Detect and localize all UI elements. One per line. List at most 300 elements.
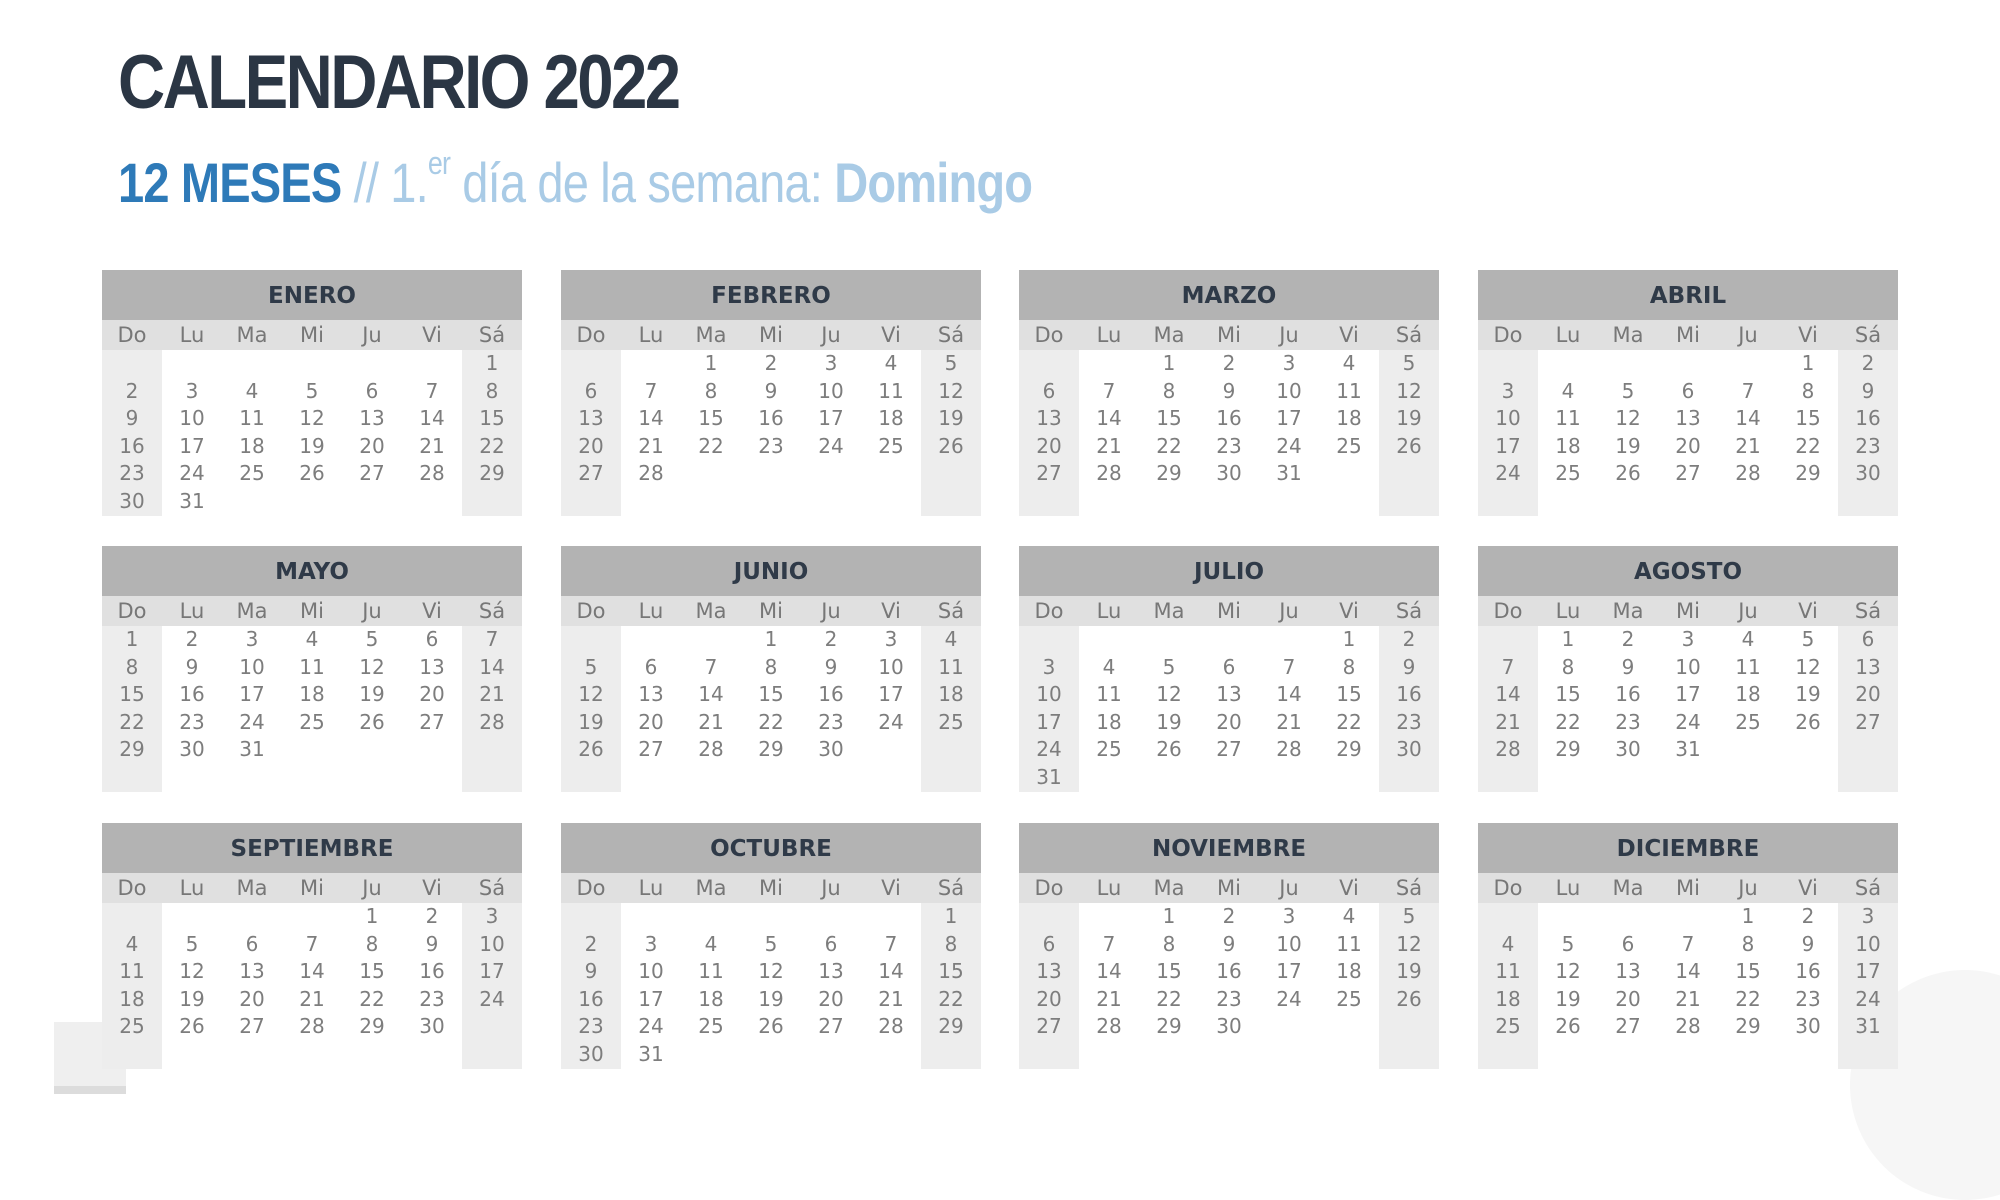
weekday-label: Ma — [1153, 599, 1185, 623]
day-cell: 13 — [1855, 654, 1881, 679]
day-cell: 19 — [179, 986, 205, 1011]
month-days-grid — [1478, 320, 1898, 516]
day-cell: 29 — [1555, 737, 1581, 762]
page-title: CALENDARIO 2022 — [118, 40, 679, 125]
weekday-label: Mi — [1217, 599, 1241, 623]
day-cell: 10 — [1855, 931, 1881, 956]
day-cell: 10 — [1675, 654, 1701, 679]
empty-day-cell — [1079, 488, 1139, 516]
day-cell: 3 — [245, 627, 259, 651]
day-cell: 22 — [698, 433, 724, 458]
day-cell: 23 — [419, 986, 445, 1011]
empty-day-cell — [1259, 1013, 1319, 1041]
weekday-label: Lu — [638, 323, 664, 347]
day-cell: 14 — [419, 406, 445, 431]
weekday-label: Lu — [638, 876, 664, 900]
month-febrero — [561, 270, 981, 516]
day-cell: 17 — [1855, 959, 1881, 984]
empty-day-cell — [1838, 1041, 1898, 1069]
empty-day-cell — [801, 903, 861, 931]
day-cell: 23 — [818, 709, 844, 734]
empty-day-cell — [462, 764, 522, 792]
day-cell: 8 — [1162, 931, 1176, 956]
day-cell: 26 — [578, 737, 604, 762]
empty-day-cell — [741, 460, 801, 488]
day-cell: 7 — [1102, 931, 1116, 956]
day-cell: 1 — [1741, 904, 1755, 928]
day-cell: 13 — [1615, 959, 1641, 984]
day-cell: 5 — [764, 931, 778, 956]
day-cell: 8 — [1741, 931, 1755, 956]
day-cell: 27 — [578, 461, 604, 486]
day-cell: 17 — [239, 682, 265, 707]
day-cell: 19 — [1396, 959, 1422, 984]
day-cell: 25 — [119, 1014, 145, 1039]
day-cell: 25 — [878, 433, 904, 458]
weekday-label: Mi — [300, 323, 324, 347]
day-cell: 6 — [644, 654, 658, 679]
empty-day-cell — [861, 903, 921, 931]
weekday-label: Ju — [362, 323, 382, 347]
month-days-grid — [102, 873, 522, 1069]
day-cell: 4 — [125, 931, 139, 956]
month-name: SEPTIEMBRE — [102, 823, 522, 873]
day-cell: 4 — [1342, 351, 1356, 375]
day-cell: 14 — [878, 959, 904, 984]
day-cell: 23 — [758, 433, 784, 458]
day-cell: 28 — [1495, 737, 1521, 762]
empty-day-cell — [1079, 626, 1139, 654]
empty-day-cell — [1478, 626, 1538, 654]
empty-day-cell — [861, 460, 921, 488]
day-cell: 29 — [1156, 461, 1182, 486]
empty-day-cell — [681, 626, 741, 654]
day-cell: 7 — [884, 931, 898, 956]
day-cell: 31 — [1036, 764, 1062, 789]
empty-day-cell — [1538, 1041, 1598, 1069]
day-cell: 6 — [1222, 654, 1236, 679]
day-cell: 5 — [365, 627, 379, 651]
day-cell: 2 — [584, 931, 598, 956]
empty-day-cell — [462, 1013, 522, 1041]
day-cell: 18 — [1555, 433, 1581, 458]
month-days-grid — [1478, 873, 1898, 1069]
weekday-label: Vi — [1798, 323, 1818, 347]
day-cell: 12 — [938, 378, 964, 403]
day-cell: 9 — [125, 406, 139, 431]
empty-day-cell — [1319, 460, 1379, 488]
subtitle-separator: // — [353, 151, 379, 214]
day-cell: 8 — [1162, 378, 1176, 403]
month-name: MARZO — [1019, 270, 1439, 320]
day-cell: 29 — [119, 737, 145, 762]
empty-day-cell — [282, 350, 342, 378]
empty-day-cell — [1718, 1041, 1778, 1069]
weekday-label: Sá — [1854, 876, 1882, 900]
day-cell: 14 — [1735, 406, 1761, 431]
day-cell: 18 — [119, 986, 145, 1011]
day-cell: 31 — [1855, 1014, 1881, 1039]
day-cell: 28 — [638, 461, 664, 486]
weekday-label: Lu — [1555, 599, 1581, 623]
empty-day-cell — [102, 903, 162, 931]
empty-day-cell — [921, 736, 981, 764]
day-cell: 27 — [1036, 461, 1062, 486]
weekday-label: Ju — [821, 876, 841, 900]
day-cell: 8 — [1561, 654, 1575, 679]
day-cell: 20 — [359, 433, 385, 458]
day-cell: 3 — [1282, 351, 1296, 375]
day-cell: 9 — [824, 654, 838, 679]
weekday-label: Sá — [937, 876, 965, 900]
day-cell: 9 — [584, 959, 598, 984]
empty-day-cell — [1139, 488, 1199, 516]
day-cell: 21 — [299, 986, 325, 1011]
day-cell: 13 — [1036, 959, 1062, 984]
empty-day-cell — [1718, 764, 1778, 792]
page-subtitle — [118, 145, 1033, 218]
empty-day-cell — [1598, 764, 1658, 792]
day-cell: 9 — [1801, 931, 1815, 956]
day-cell: 18 — [1096, 709, 1122, 734]
empty-day-cell — [462, 488, 522, 516]
day-cell: 24 — [1276, 986, 1302, 1011]
empty-day-cell — [1838, 764, 1898, 792]
empty-day-cell — [402, 764, 462, 792]
day-cell: 23 — [1855, 433, 1881, 458]
day-cell: 17 — [878, 682, 904, 707]
empty-day-cell — [1379, 1013, 1439, 1041]
day-cell: 25 — [938, 709, 964, 734]
day-cell: 28 — [1735, 461, 1761, 486]
empty-day-cell — [342, 350, 402, 378]
day-cell: 6 — [1621, 931, 1635, 956]
day-cell: 22 — [1336, 709, 1362, 734]
empty-day-cell — [861, 488, 921, 516]
day-cell: 12 — [1396, 931, 1422, 956]
day-cell: 10 — [239, 654, 265, 679]
day-cell: 23 — [1396, 709, 1422, 734]
empty-day-cell — [741, 488, 801, 516]
weekday-label: Sá — [1854, 599, 1882, 623]
empty-day-cell — [1598, 1041, 1658, 1069]
empty-day-cell — [402, 488, 462, 516]
day-cell: 27 — [818, 1014, 844, 1039]
day-cell: 8 — [1801, 378, 1815, 403]
empty-day-cell — [1019, 350, 1079, 378]
day-cell: 22 — [758, 709, 784, 734]
weekday-label: Mi — [759, 876, 783, 900]
month-name: OCTUBRE — [561, 823, 981, 873]
weekday-label: Vi — [422, 876, 442, 900]
day-cell: 6 — [824, 931, 838, 956]
empty-day-cell — [741, 764, 801, 792]
day-cell: 31 — [638, 1041, 664, 1066]
empty-day-cell — [1319, 1041, 1379, 1069]
subtitle-text: día de la semana: — [462, 151, 822, 214]
weekday-label: Vi — [1339, 876, 1359, 900]
day-cell: 15 — [1336, 682, 1362, 707]
weekday-label: Lu — [179, 323, 205, 347]
empty-day-cell — [162, 350, 222, 378]
day-cell: 1 — [944, 904, 958, 928]
empty-day-cell — [222, 350, 282, 378]
day-cell: 27 — [638, 737, 664, 762]
day-cell: 23 — [119, 461, 145, 486]
day-cell: 5 — [584, 654, 598, 679]
day-cell: 16 — [119, 433, 145, 458]
day-cell: 9 — [1222, 931, 1236, 956]
day-cell: 15 — [1735, 959, 1761, 984]
day-cell: 6 — [1042, 378, 1056, 403]
empty-day-cell — [342, 764, 402, 792]
day-cell: 2 — [1861, 351, 1875, 375]
day-cell: 15 — [119, 682, 145, 707]
day-cell: 2 — [425, 904, 439, 928]
day-cell: 8 — [1342, 654, 1356, 679]
day-cell: 30 — [1396, 737, 1422, 762]
day-cell: 23 — [1216, 433, 1242, 458]
weekday-label: Mi — [759, 599, 783, 623]
empty-day-cell — [561, 350, 621, 378]
day-cell: 5 — [1402, 904, 1416, 928]
day-cell: 12 — [1396, 378, 1422, 403]
empty-day-cell — [1379, 488, 1439, 516]
day-cell: 28 — [878, 1014, 904, 1039]
subtitle-first-day: Domingo — [834, 151, 1033, 214]
empty-day-cell — [681, 1041, 741, 1069]
empty-day-cell — [1319, 488, 1379, 516]
day-cell: 13 — [638, 682, 664, 707]
day-cell: 26 — [299, 461, 325, 486]
empty-day-cell — [801, 488, 861, 516]
empty-day-cell — [561, 903, 621, 931]
day-cell: 16 — [578, 986, 604, 1011]
empty-day-cell — [222, 903, 282, 931]
day-cell: 15 — [938, 959, 964, 984]
empty-day-cell — [621, 488, 681, 516]
empty-day-cell — [162, 1041, 222, 1069]
month-days-grid — [561, 320, 981, 516]
weekday-label: Mi — [1676, 876, 1700, 900]
day-cell: 5 — [944, 351, 958, 375]
weekday-label: Sá — [937, 599, 965, 623]
empty-day-cell — [801, 460, 861, 488]
day-cell: 19 — [578, 709, 604, 734]
day-cell: 27 — [1675, 461, 1701, 486]
day-cell: 10 — [479, 931, 505, 956]
day-cell: 16 — [1216, 959, 1242, 984]
day-cell: 28 — [479, 709, 505, 734]
day-cell: 27 — [1216, 737, 1242, 762]
empty-day-cell — [1199, 764, 1259, 792]
weekday-label: Lu — [1096, 323, 1122, 347]
day-cell: 26 — [1615, 461, 1641, 486]
day-cell: 17 — [1276, 959, 1302, 984]
day-cell: 12 — [359, 654, 385, 679]
day-cell: 4 — [1342, 904, 1356, 928]
day-cell: 16 — [1855, 406, 1881, 431]
day-cell: 18 — [239, 433, 265, 458]
day-cell: 25 — [698, 1014, 724, 1039]
empty-day-cell — [1838, 488, 1898, 516]
day-cell: 26 — [1156, 737, 1182, 762]
weekday-label: Do — [117, 599, 147, 623]
day-cell: 27 — [1615, 1014, 1641, 1039]
day-cell: 4 — [704, 931, 718, 956]
day-cell: 8 — [125, 654, 139, 679]
day-cell: 26 — [1795, 709, 1821, 734]
day-cell: 18 — [938, 682, 964, 707]
month-days-grid — [1019, 873, 1439, 1069]
empty-day-cell — [621, 626, 681, 654]
day-cell: 30 — [1216, 461, 1242, 486]
day-cell: 4 — [245, 378, 259, 403]
weekday-label: Lu — [179, 599, 205, 623]
day-cell: 4 — [1561, 378, 1575, 403]
weekday-label: Mi — [1217, 323, 1241, 347]
weekday-label: Do — [576, 876, 606, 900]
empty-day-cell — [921, 1041, 981, 1069]
day-cell: 11 — [698, 959, 724, 984]
day-cell: 15 — [1156, 406, 1182, 431]
day-cell: 19 — [938, 406, 964, 431]
day-cell: 29 — [758, 737, 784, 762]
day-cell: 31 — [1276, 461, 1302, 486]
day-cell: 12 — [1555, 959, 1581, 984]
empty-day-cell — [282, 1041, 342, 1069]
day-cell: 11 — [1735, 654, 1761, 679]
day-cell: 23 — [179, 709, 205, 734]
empty-day-cell — [621, 350, 681, 378]
day-cell: 30 — [578, 1041, 604, 1066]
weekday-label: Ma — [695, 599, 727, 623]
day-cell: 27 — [359, 461, 385, 486]
empty-day-cell — [1199, 1041, 1259, 1069]
weekday-label: Do — [1034, 876, 1064, 900]
day-cell: 21 — [698, 709, 724, 734]
day-cell: 2 — [1621, 627, 1635, 651]
empty-day-cell — [1019, 903, 1079, 931]
month-days-grid — [1019, 320, 1439, 516]
weekday-label: Vi — [1339, 599, 1359, 623]
day-cell: 13 — [818, 959, 844, 984]
empty-day-cell — [1259, 1041, 1319, 1069]
day-cell: 2 — [1402, 627, 1416, 651]
month-julio — [1019, 546, 1439, 792]
day-cell: 11 — [1096, 682, 1122, 707]
empty-day-cell — [402, 350, 462, 378]
day-cell: 3 — [1501, 378, 1515, 403]
day-cell: 6 — [245, 931, 259, 956]
day-cell: 1 — [704, 351, 718, 375]
day-cell: 29 — [1156, 1014, 1182, 1039]
day-cell: 21 — [419, 433, 445, 458]
day-cell: 1 — [1162, 904, 1176, 928]
day-cell: 29 — [479, 461, 505, 486]
day-cell: 13 — [419, 654, 445, 679]
weekday-label: Ma — [236, 599, 268, 623]
day-cell: 24 — [1675, 709, 1701, 734]
day-cell: 19 — [1156, 709, 1182, 734]
day-cell: 9 — [425, 931, 439, 956]
empty-day-cell — [1778, 764, 1838, 792]
empty-day-cell — [1658, 350, 1718, 378]
weekday-label: Do — [117, 876, 147, 900]
subtitle-months: 12 MESES — [118, 151, 342, 214]
day-cell: 24 — [878, 709, 904, 734]
day-cell: 12 — [179, 959, 205, 984]
day-cell: 23 — [1216, 986, 1242, 1011]
day-cell: 10 — [818, 378, 844, 403]
empty-day-cell — [282, 764, 342, 792]
day-cell: 7 — [1501, 654, 1515, 679]
day-cell: 8 — [764, 654, 778, 679]
month-junio — [561, 546, 981, 792]
day-cell: 7 — [1741, 378, 1755, 403]
day-cell: 20 — [818, 986, 844, 1011]
empty-day-cell — [921, 460, 981, 488]
day-cell: 25 — [1096, 737, 1122, 762]
month-septiembre — [102, 823, 522, 1069]
day-cell: 30 — [119, 488, 145, 513]
empty-day-cell — [741, 903, 801, 931]
empty-day-cell — [1598, 350, 1658, 378]
empty-day-cell — [402, 1041, 462, 1069]
day-cell: 12 — [299, 406, 325, 431]
day-cell: 14 — [1276, 682, 1302, 707]
weekday-label: Ju — [1279, 323, 1299, 347]
weekday-label: Mi — [1676, 323, 1700, 347]
day-cell: 19 — [1396, 406, 1422, 431]
day-cell: 7 — [704, 654, 718, 679]
day-cell: 16 — [818, 682, 844, 707]
empty-day-cell — [1478, 488, 1538, 516]
month-name: DICIEMBRE — [1478, 823, 1898, 873]
day-cell: 5 — [1162, 654, 1176, 679]
empty-day-cell — [801, 764, 861, 792]
day-cell: 30 — [1795, 1014, 1821, 1039]
day-cell: 21 — [1675, 986, 1701, 1011]
day-cell: 25 — [299, 709, 325, 734]
day-cell: 22 — [1795, 433, 1821, 458]
day-cell: 31 — [1675, 737, 1701, 762]
day-cell: 21 — [1495, 709, 1521, 734]
day-cell: 13 — [578, 406, 604, 431]
weekday-label: Mi — [300, 876, 324, 900]
day-cell: 10 — [179, 406, 205, 431]
month-name: FEBRERO — [561, 270, 981, 320]
empty-day-cell — [621, 903, 681, 931]
day-cell: 21 — [638, 433, 664, 458]
day-cell: 7 — [485, 627, 499, 651]
day-cell: 11 — [119, 959, 145, 984]
empty-day-cell — [1658, 764, 1718, 792]
day-cell: 1 — [1561, 627, 1575, 651]
subtitle-ordinal-suffix: er — [427, 145, 451, 181]
day-cell: 20 — [578, 433, 604, 458]
empty-day-cell — [1079, 350, 1139, 378]
empty-day-cell — [342, 1041, 402, 1069]
day-cell: 6 — [425, 627, 439, 651]
month-name: JULIO — [1019, 546, 1439, 596]
weekday-label: Vi — [422, 323, 442, 347]
day-cell: 19 — [1555, 986, 1581, 1011]
weekday-label: Mi — [1676, 599, 1700, 623]
day-cell: 16 — [758, 406, 784, 431]
day-cell: 15 — [758, 682, 784, 707]
day-cell: 11 — [878, 378, 904, 403]
